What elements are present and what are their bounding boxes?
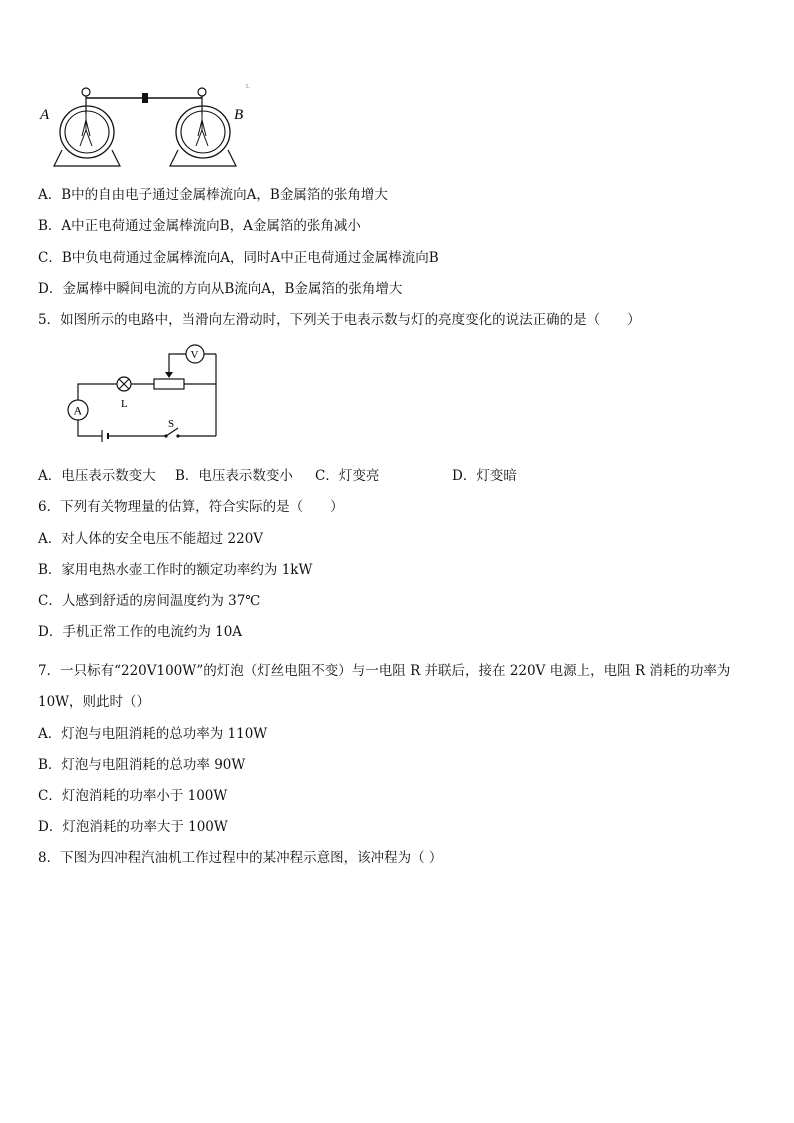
q8-stem: 8．下图为四冲程汽油机工作过程中的某冲程示意图，该冲程为（ ）: [38, 850, 443, 866]
lamp: [117, 377, 131, 391]
lamp-label: L: [121, 398, 128, 410]
circuit-diagram: [62, 340, 226, 442]
circuit-wire-battery-ammeter: [78, 420, 102, 436]
rheostat: [154, 379, 184, 389]
q5-stem: 5．如图所示的电路中，当滑向左滑动时，下列关于电表示数与灯的亮度变化的说法正确的是（ ）: [38, 312, 641, 328]
q5-option-b: B．电压表示数变小: [175, 468, 293, 484]
q5-option-d: D．灯变暗: [452, 468, 517, 484]
ammeter-label: A: [73, 403, 83, 418]
q6-option-d: D．手机正常工作的电流约为 10A: [38, 624, 243, 640]
switch-contact-right: [176, 434, 179, 437]
switch-label: S: [168, 418, 175, 430]
q6-option-a: A．对人体的安全电压不能超过 220V: [38, 531, 264, 547]
q7-option-c: C．灯泡消耗的功率小于 100W: [38, 788, 228, 804]
q4-option-b: B．A中正电荷通过金属棒流向B，A金属箔的张角减小: [38, 218, 361, 234]
electroscope-figure: [36, 78, 266, 174]
q7-option-b: B．灯泡与电阻消耗的总功率 90W: [38, 757, 246, 773]
q4-option-d: D．金属棒中瞬间电流的方向从B流向A，B金属箔的张角增大: [38, 281, 403, 297]
q5-option-c: C．灯变亮: [315, 468, 380, 484]
electroscope-a: [54, 88, 120, 166]
q4-option-a: A．B中的自由电子通过金属棒流向A，B金属箔的张角增大: [38, 187, 388, 203]
label-a: A: [40, 107, 50, 123]
q7-option-d: D．灯泡消耗的功率大于 100W: [38, 819, 228, 835]
q7-stem-line1: 7．一只标有“220V100W”的灯泡（灯丝电阻不变）与一电阻 R 并联后，接在 220V 电源上，电阻 R 消耗的功率为: [38, 663, 731, 679]
q5-options: [38, 467, 738, 485]
q5-option-a: A．电压表示数变大: [38, 468, 156, 484]
rheostat-slider-arrow: [165, 372, 173, 378]
corner-mark: L: [246, 84, 250, 90]
q7-stem-line2: 10W，则此时（）: [38, 694, 151, 710]
q7-option-a: A．灯泡与电阻消耗的总功率为 110W: [38, 726, 268, 742]
q6-stem: 6．下列有关物理量的估算，符合实际的是（ ）: [38, 499, 344, 515]
voltmeter-label: V: [190, 349, 199, 361]
electroscope-b: [170, 88, 236, 166]
label-b: B: [234, 107, 244, 123]
q6-option-b: B．家用电热水壶工作时的额定功率约为 1kW: [38, 562, 313, 578]
rod-handle: [142, 93, 148, 103]
circuit-wire: [78, 384, 118, 400]
q4-option-c: C．B中负电荷通过金属棒流向A，同时A中正电荷通过金属棒流向B: [38, 250, 439, 266]
q6-option-c: C．人感到舒适的房间温度约为 37℃: [38, 593, 261, 609]
